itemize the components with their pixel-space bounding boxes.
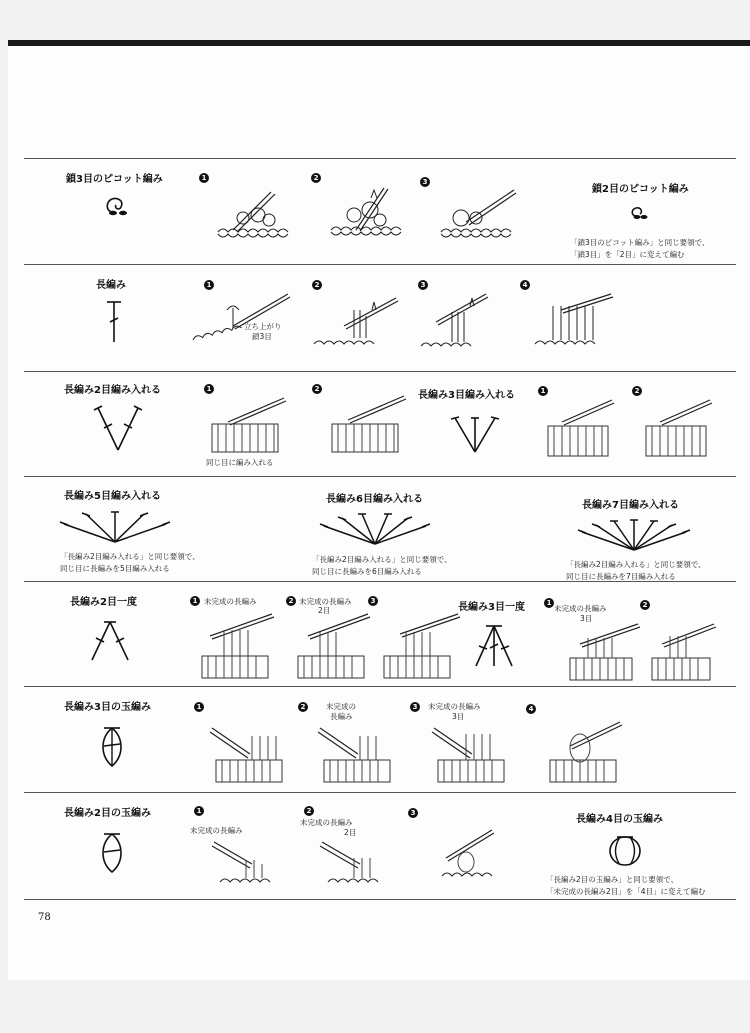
annotation-label: 3目 [580, 614, 593, 623]
step-number: 2 [640, 600, 650, 610]
annotation-label: 未完成の長編み [428, 702, 481, 711]
side-title: 長編み4目の玉編み [576, 814, 663, 825]
picot3-symbol [103, 194, 133, 220]
row-title: 長編み2目編み入れる [64, 385, 161, 396]
step-number: 3 [410, 702, 420, 712]
stitch-illustration [416, 292, 506, 352]
stitch-illustration [318, 834, 398, 888]
stitch-illustration [560, 620, 640, 684]
row-title: 長編み6目編み入れる [326, 494, 423, 505]
row-divider [24, 158, 736, 159]
stitch-illustration [533, 290, 613, 350]
side-title: 鎖2目のピコット編み [592, 184, 689, 195]
annotation-label: 未完成の長編み [190, 826, 243, 835]
step-number: 4 [526, 704, 536, 714]
stitch-illustration [213, 182, 303, 242]
side-title: 長編み3目一度 [458, 602, 525, 613]
stitch-illustration [544, 396, 614, 460]
row-title: 長編み3目の玉編み [64, 702, 151, 713]
stitch-illustration [314, 290, 404, 350]
note-line: 「未完成の長編み2目」を「4目」に変えて編む [546, 887, 706, 896]
note-line: 「長編み2目編み入れる」と同じ要領で、 [312, 555, 452, 564]
stitch-illustration [380, 610, 460, 682]
page-number: 78 [38, 912, 51, 923]
stitch-illustration [648, 620, 718, 684]
row-title: 長編み7目編み入れる [582, 500, 679, 511]
dc3-bobble-symbol [100, 724, 124, 768]
annotation-label: 同じ目に編み入れる [206, 458, 274, 467]
annotation-label: 長編み [330, 712, 353, 721]
step-number: 1 [199, 173, 209, 183]
step-number: 1 [204, 384, 214, 394]
row-divider [24, 686, 736, 687]
step-number: 1 [194, 702, 204, 712]
row-divider [24, 371, 736, 372]
row-divider [24, 264, 736, 265]
note-line: 「鎖3目」を「2目」に変えて編む [570, 250, 685, 259]
step-number: 2 [304, 806, 314, 816]
annotation-label: 未完成の長編み [299, 597, 352, 606]
note-line: 「鎖3目のピコット編み」と同じ要領で、 [570, 238, 710, 247]
annotation-label: 未完成の長編み [554, 604, 607, 613]
row-divider [24, 476, 736, 477]
note-line: 同じ目に長編みを7目編み入れる [566, 572, 676, 581]
note-line: 同じ目に長編みを6目編み入れる [312, 567, 422, 576]
step-number: 2 [312, 280, 322, 290]
row-title: 長編み2目の玉編み [64, 808, 151, 819]
dc3-increase-symbol [451, 414, 499, 454]
dc2-increase-symbol [94, 404, 142, 454]
stitch-illustration [430, 718, 510, 784]
dc3tog-symbol [474, 622, 514, 668]
book-page [8, 44, 750, 980]
picot2-symbol [628, 204, 650, 222]
stitch-illustration [542, 718, 622, 784]
stitch-illustration [208, 394, 288, 456]
annotation-label: 鎖3目 [252, 332, 272, 341]
note-line: 「長編み2目の玉編み」と同じ要領で、 [546, 875, 679, 884]
dc5-fan-symbol [60, 510, 170, 546]
row-divider [24, 899, 736, 900]
dc4-bobble-symbol [608, 834, 642, 866]
step-number: 2 [298, 702, 308, 712]
step-number: 2 [286, 596, 296, 606]
step-number: 2 [632, 386, 642, 396]
dc6-fan-symbol [320, 512, 430, 548]
stitch-illustration [193, 288, 293, 348]
step-number: 1 [194, 806, 204, 816]
step-number: 3 [368, 596, 378, 606]
step-number: 1 [544, 598, 554, 608]
row-title: 長編み2目一度 [70, 597, 137, 608]
stitch-illustration [194, 610, 274, 682]
stitch-illustration [326, 180, 416, 240]
step-number: 1 [190, 596, 200, 606]
step-number: 1 [538, 386, 548, 396]
annotation-label: 未完成の長編み [300, 818, 353, 827]
note-line: 「長編み2目編み入れる」と同じ要領で、 [60, 552, 200, 561]
step-number: 2 [312, 384, 322, 394]
row-title: 長編み5目編み入れる [64, 491, 161, 502]
note-line: 「長編み2目編み入れる」と同じ要領で、 [566, 560, 706, 569]
annotation-label: 2目 [318, 606, 331, 615]
row-divider [24, 792, 736, 793]
stitch-illustration [432, 828, 512, 882]
stitch-illustration [208, 718, 288, 784]
step-number: 2 [311, 173, 321, 183]
stitch-illustration [210, 834, 290, 888]
step-number: 3 [420, 177, 430, 187]
annotation-label: 未完成の長編み [204, 597, 257, 606]
annotation-label: 3目 [452, 712, 465, 721]
step-number: 1 [204, 280, 214, 290]
note-line: 同じ目に長編みを5目編み入れる [60, 564, 170, 573]
step-number: 4 [520, 280, 530, 290]
dc2-bobble-symbol [100, 830, 124, 874]
stitch-illustration [328, 394, 408, 456]
stitch-illustration [316, 718, 396, 784]
step-number: 3 [418, 280, 428, 290]
stitch-illustration [436, 182, 526, 242]
dc7-fan-symbol [578, 518, 690, 554]
stitch-illustration [642, 396, 712, 460]
double-crochet-symbol [104, 300, 124, 344]
annotation-label: 立ち上がり [244, 322, 282, 331]
side-title: 長編み3目編み入れる [418, 390, 515, 401]
step-number: 3 [408, 808, 418, 818]
row-title: 鎖3目のピコット編み [66, 174, 163, 185]
stitch-illustration [290, 610, 370, 682]
annotation-label: 未完成の [326, 702, 356, 711]
row-title: 長編み [96, 280, 126, 291]
dc2tog-symbol [90, 618, 130, 662]
annotation-label: 2目 [344, 828, 357, 837]
